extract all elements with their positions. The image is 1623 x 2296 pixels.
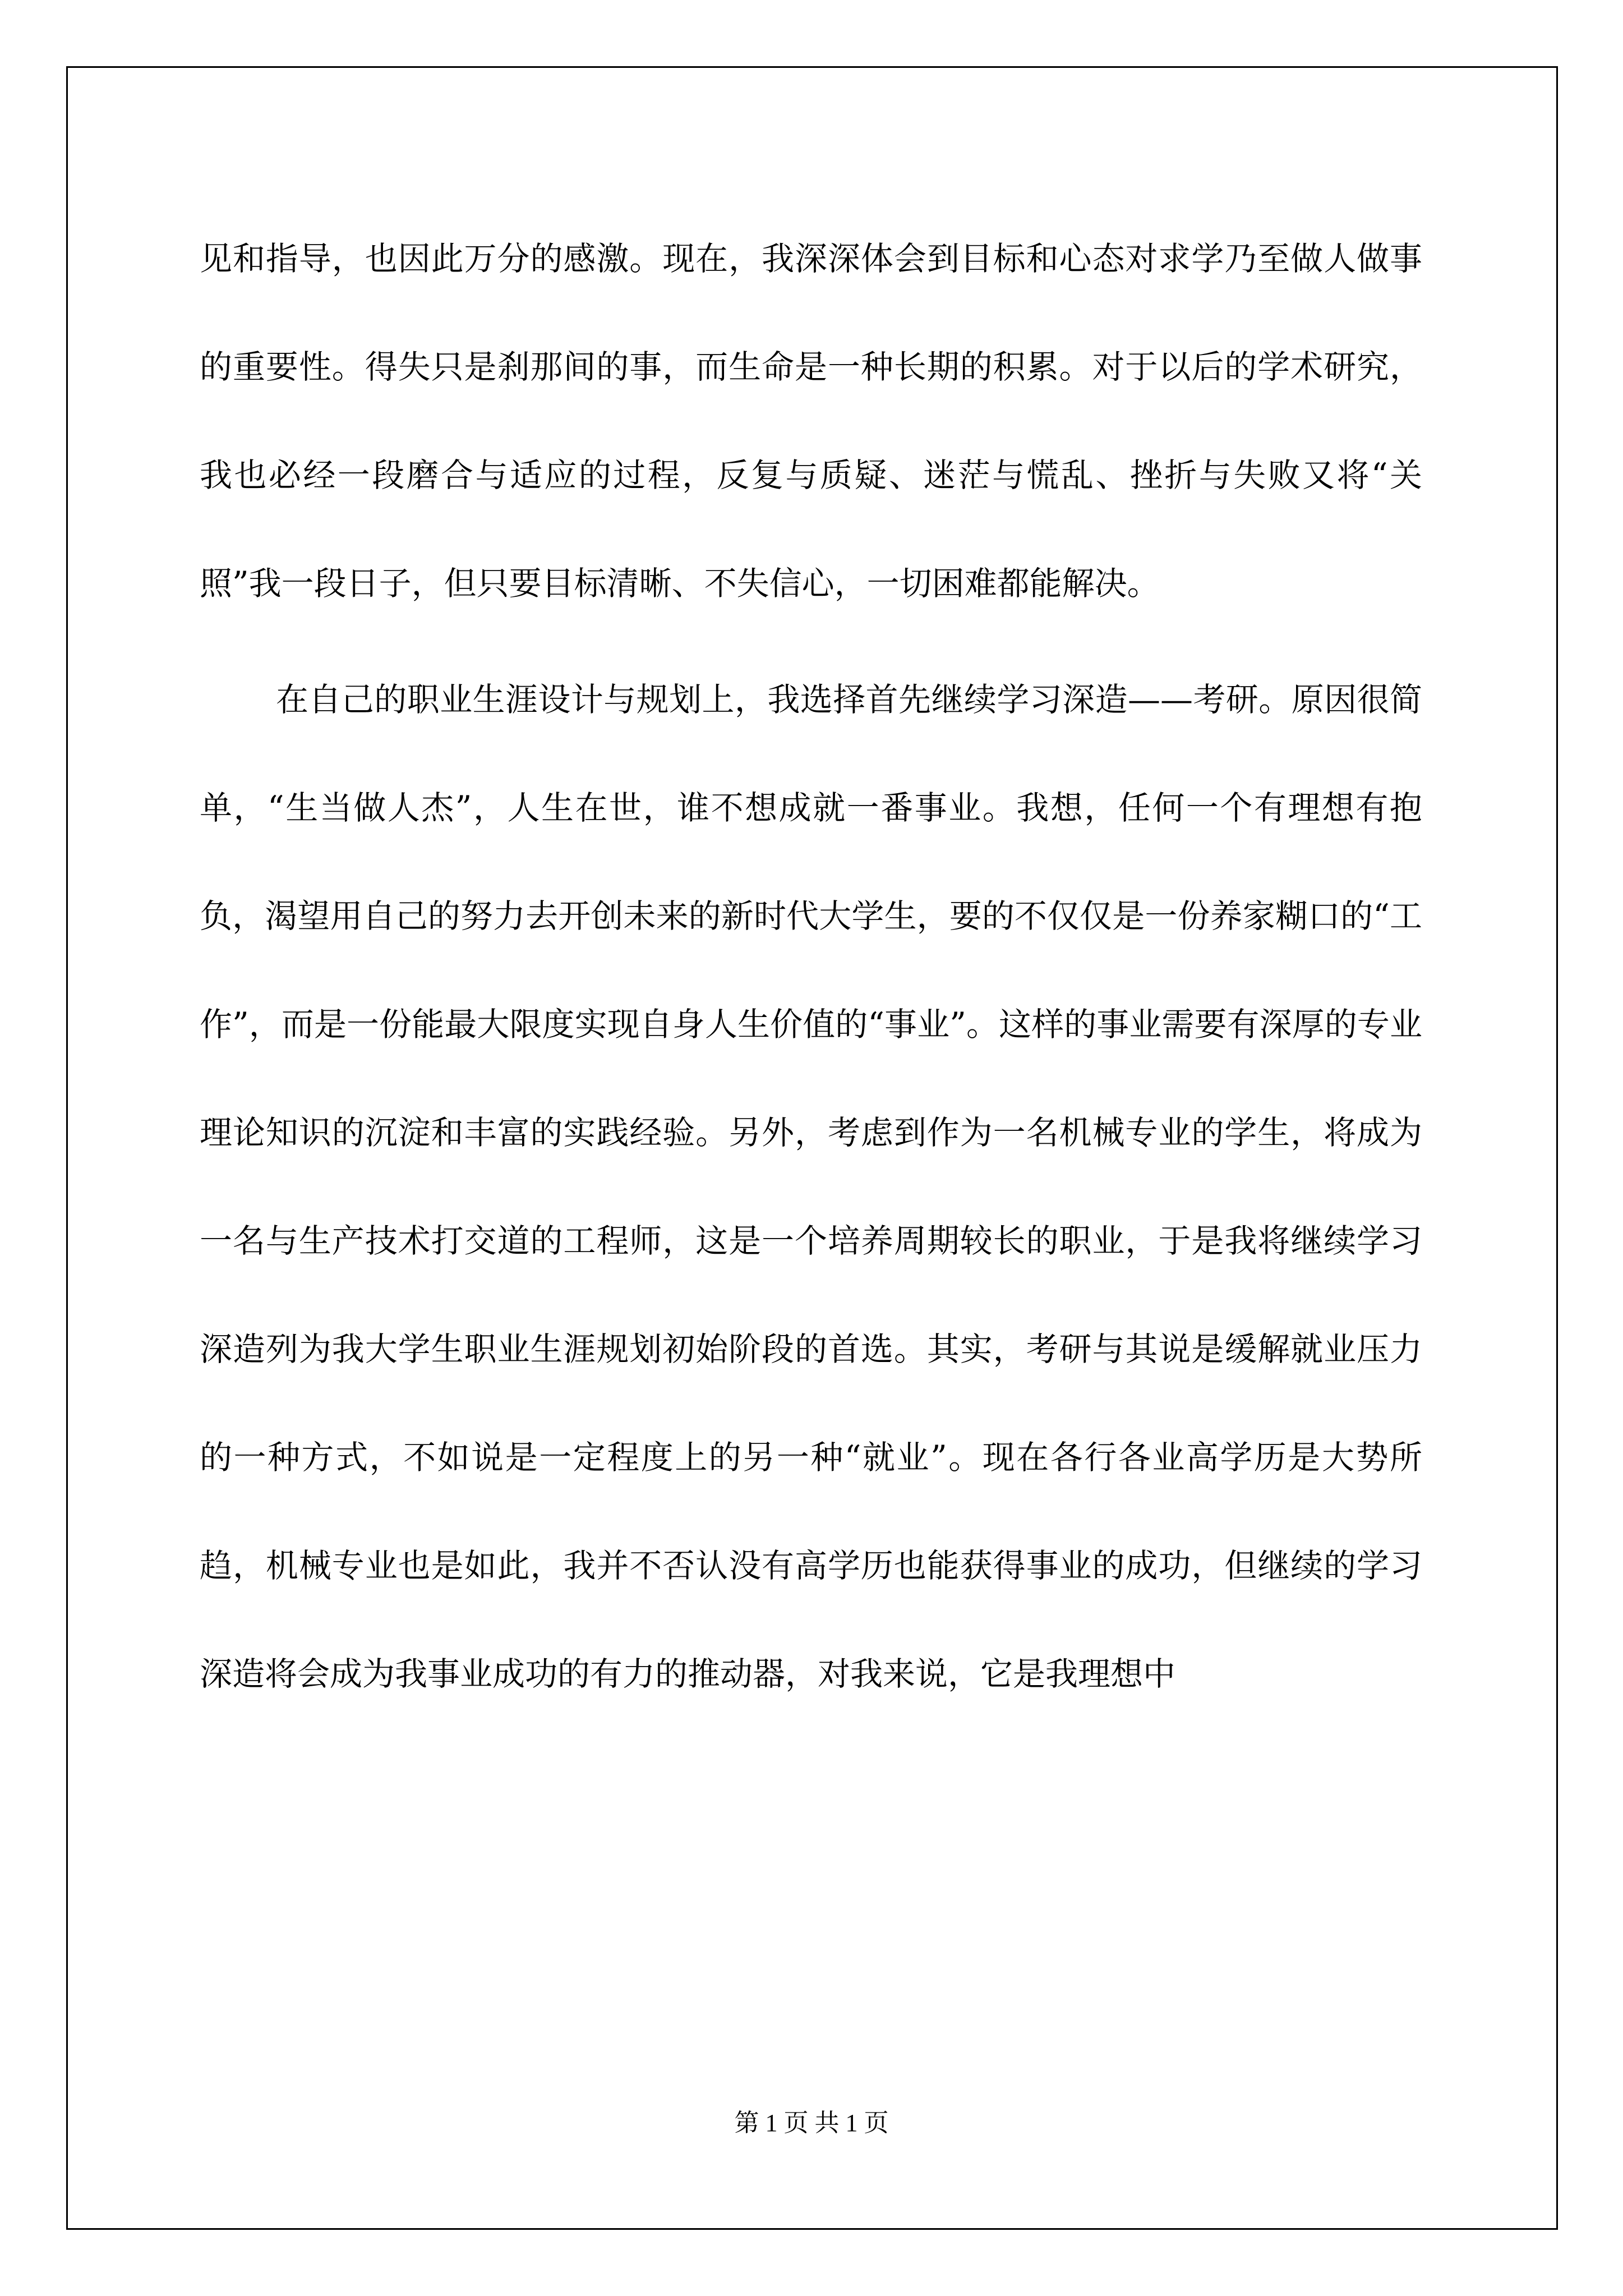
page-footer: 第 1 页 共 1 页: [734, 2109, 889, 2137]
document-body: [200, 205, 1422, 1728]
paragraph-1: 见和指导，也因此万分的感激。现在，我深深体会到目标和心态对求学乃至做人做事的重要性。得失只是刹那间的事，而生命是一种长期的积累。对于以后的学术研究，我也必经一段磨合与适应的过程，反复与质疑、迷茫与慌乱、挫折与失败又将“关照”我一段日子，但只要目标清晰、不失信心，一切困难都能解决。: [200, 240, 1422, 602]
paragraph-2: 在自己的职业生涯设计与规划上，我选择首先继续学习深造——考研。原因很简单，“生当做人杰”，人生在世，谁不想成就一番事业。我想，任何一个有理想有抱负，渴望用自己的努力去开创未来的新时代大学生，要的不仅仅是一份养家糊口的“工作”，而是一份能最大限度实现自身人生价值的“事业”。这样的事业需要有深厚的专业理论知识的沉淀和丰富的实践经验。另外，考虑到作为一名机械专业的学生，将成为一名与生产技术打交道的工程师，这是一个培养周期较长的职业，于是我将继续学习深造列为我大学生职业生涯规划初始阶段的首选。其实，考研与其说是缓解就业压力的一种方式，不如说是一定程度上的另一种“就业”。现在各行各业高学历是大势所趋，机械专业也是如此，我并不否认没有高学历也能获得事业的成功，但继续的学习深造将会成为我事业成功的有力的推动器，对我来说，它是我理想中: [200, 680, 1422, 1693]
